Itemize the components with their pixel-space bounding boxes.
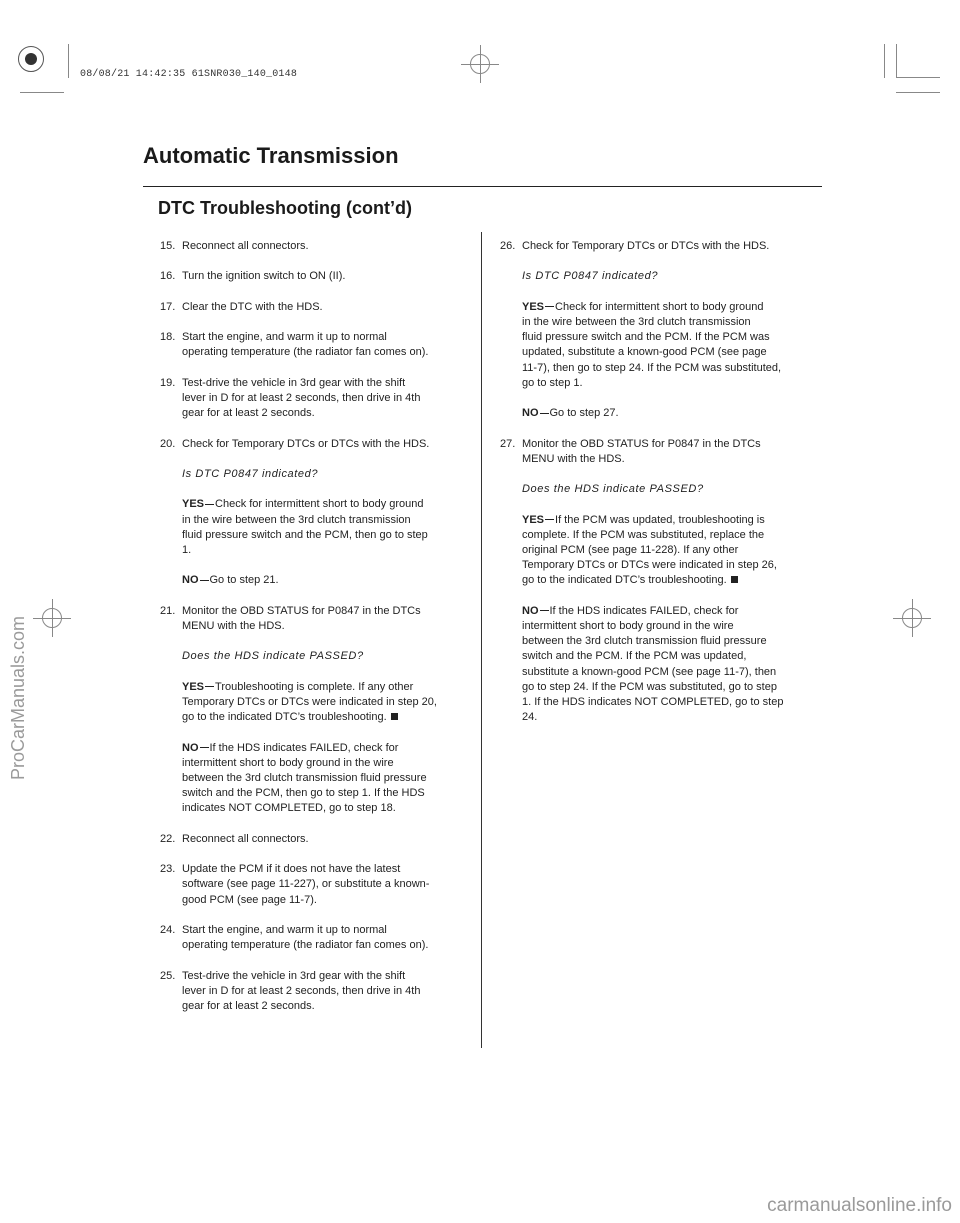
- step-number: 20.: [160, 437, 176, 450]
- crosshair-mark: [42, 608, 62, 628]
- step-21: [160, 604, 465, 634]
- step-number: 16.: [160, 270, 176, 283]
- step-number: 21.: [160, 604, 176, 617]
- step-text: Start the engine, and warm it up to normal operating temperature (the radiator fan comes on).: [182, 923, 429, 952]
- step-text: Test-drive the vehicle in 3rd gear with the shift lever in D for at least 2 seconds, then drive in 4th gear for at least 2 seconds.: [182, 969, 421, 1012]
- step-24: [160, 923, 465, 953]
- step-number: 17.: [160, 300, 176, 313]
- question-step-27: Does the HDS indicate PASSED?: [522, 483, 704, 496]
- step-26-text: Check for Temporary DTCs or DTCs with the HDS.: [522, 240, 770, 252]
- step-text: Reconnect all connectors.: [182, 832, 309, 845]
- step-17: [160, 300, 465, 315]
- step-text: Test-drive the vehicle in 3rd gear with the shift lever in D for at least 2 seconds, then drive in 4th gear for at least 2 seconds.: [182, 376, 421, 420]
- answer-yes-21-text: Troubleshooting is complete. If any other Temporary DTCs or DTCs were indicated in step 20, go to the indicated DTC’s troubleshooting.: [182, 680, 437, 724]
- step-19: [160, 376, 465, 422]
- crop-mark: [20, 92, 64, 93]
- answer-yes-27-text: If the PCM was updated, troubleshooting is complete. If the PCM was substituted, replace the original PCM (see page 11-228). If any other Temporary DTCs or DTCs were indicated in step 26, go to the indicated DTC’s troubleshooting.: [522, 513, 777, 587]
- column-divider: [481, 232, 482, 1048]
- right-column: [500, 239, 810, 725]
- left-column: [160, 239, 465, 1014]
- no-label: NO: [182, 574, 199, 587]
- step-27-text: Monitor the OBD STATUS for P0847 in the DTCs MENU with the HDS.: [522, 437, 761, 465]
- step-number: 15.: [160, 240, 176, 252]
- crop-mark: [68, 44, 69, 78]
- answer-no-21-text: If the HDS indicates FAILED, check for intermittent short to body ground in the wire between the 3rd clutch transmission fluid pressure switch and the PCM, then go to step 1. If the HDS indicates NOT COMPLETED, go to step 18.: [182, 741, 427, 815]
- step-number: 19.: [160, 376, 176, 389]
- step-text: Start the engine, and warm it up to normal operating temperature (the radiator fan comes on).: [182, 331, 429, 359]
- left-steps-2: [160, 832, 465, 1014]
- step-number: 25.: [160, 969, 176, 982]
- question-step-21: Does the HDS indicate PASSED?: [182, 650, 364, 663]
- title-rule: [143, 186, 822, 187]
- crop-mark: [896, 92, 940, 93]
- print-stamp: 08/08/21 14:42:35 61SNR030_140_0148: [80, 69, 298, 80]
- answer-no-21: [160, 741, 465, 817]
- answer-no-27-text: If the HDS indicates FAILED, check for intermittent short to body ground in the wire between the 3rd clutch transmission fluid pressure switch and the PCM. If the PCM was updated, substitute a known-good PCM (see page 11-7), then go to step 24. If the PCM was substituted, go to step 1. If the HDS indicates NOT COMPLETED, go to step 24.: [522, 604, 784, 724]
- step-number: 27.: [500, 437, 516, 450]
- step-27: [500, 437, 810, 467]
- crop-mark: [884, 44, 885, 78]
- page-subtitle: DTC Troubleshooting (cont’d): [158, 198, 412, 218]
- step-number: 24.: [160, 923, 176, 936]
- yes-label: YES: [522, 513, 545, 526]
- watermark-bottom: carmanualsonline.info: [767, 1195, 952, 1216]
- crosshair-mark: [470, 54, 490, 74]
- yes-label: YES: [182, 680, 205, 693]
- step-number: 26.: [500, 240, 516, 252]
- no-label: NO: [522, 407, 539, 420]
- answer-no-26: [500, 406, 810, 421]
- watermark-side: ProCarManuals.com: [8, 615, 28, 780]
- step-text: Turn the ignition switch to ON (II).: [182, 270, 346, 283]
- yes-label: YES: [522, 300, 545, 313]
- section-title: Automatic Transmission: [143, 143, 399, 168]
- question-step-20: Is DTC P0847 indicated?: [182, 467, 319, 480]
- answer-no-20: [160, 573, 465, 588]
- step-23: [160, 862, 465, 908]
- no-label: NO: [182, 741, 199, 754]
- step-25: [160, 969, 465, 1015]
- crop-mark: [896, 77, 940, 78]
- answer-yes-27: [500, 513, 810, 589]
- left-steps: [160, 239, 465, 452]
- step-16: [160, 269, 465, 284]
- answer-no-26-text: Go to step 27.: [549, 407, 619, 420]
- answer-yes-20-text: Check for intermittent short to body ground in the wire between the 3rd clutch transmission fluid pressure switch and the PCM, then go to step 1.: [182, 498, 428, 556]
- step-number: 23.: [160, 863, 176, 876]
- question-step-26: Is DTC P0847 indicated?: [522, 270, 659, 283]
- yes-label: YES: [182, 498, 205, 511]
- step-22: [160, 832, 465, 847]
- step-text: Update the PCM if it does not have the latest software (see page 11-227), or substitute a known- good PCM (see page 11-7).: [182, 863, 430, 906]
- step-number: 22.: [160, 832, 176, 845]
- end-mark: [391, 713, 398, 720]
- step-text: Clear the DTC with the HDS.: [182, 300, 323, 313]
- answer-yes-26: [500, 300, 810, 391]
- answer-no-27: [500, 604, 810, 726]
- step-26: [500, 239, 810, 254]
- answer-no-20-text: Go to step 21.: [209, 574, 279, 587]
- answer-yes-21: [160, 680, 465, 726]
- end-mark: [731, 576, 738, 583]
- step-18: [160, 330, 465, 360]
- crop-mark: [896, 44, 897, 78]
- step-number: 18.: [160, 331, 176, 344]
- no-label: NO: [522, 604, 539, 617]
- crosshair-mark: [902, 608, 922, 628]
- registration-dot: [25, 53, 37, 65]
- answer-yes-20: [160, 497, 465, 558]
- step-text: Reconnect all connectors.: [182, 240, 309, 252]
- step-20: [160, 437, 465, 452]
- step-21-text: Monitor the OBD STATUS for P0847 in the DTCs MENU with the HDS.: [182, 604, 421, 632]
- answer-yes-26-text: Check for intermittent short to body ground in the wire between the 3rd clutch transmission fluid pressure switch and the PCM. If the PCM was updated, substitute a known-good PCM (see page 11-7), then go to step 24. If the PCM was substituted, go to step 1.: [522, 300, 782, 389]
- step-text: Check for Temporary DTCs or DTCs with the HDS.: [182, 437, 430, 450]
- step-15: [160, 239, 465, 254]
